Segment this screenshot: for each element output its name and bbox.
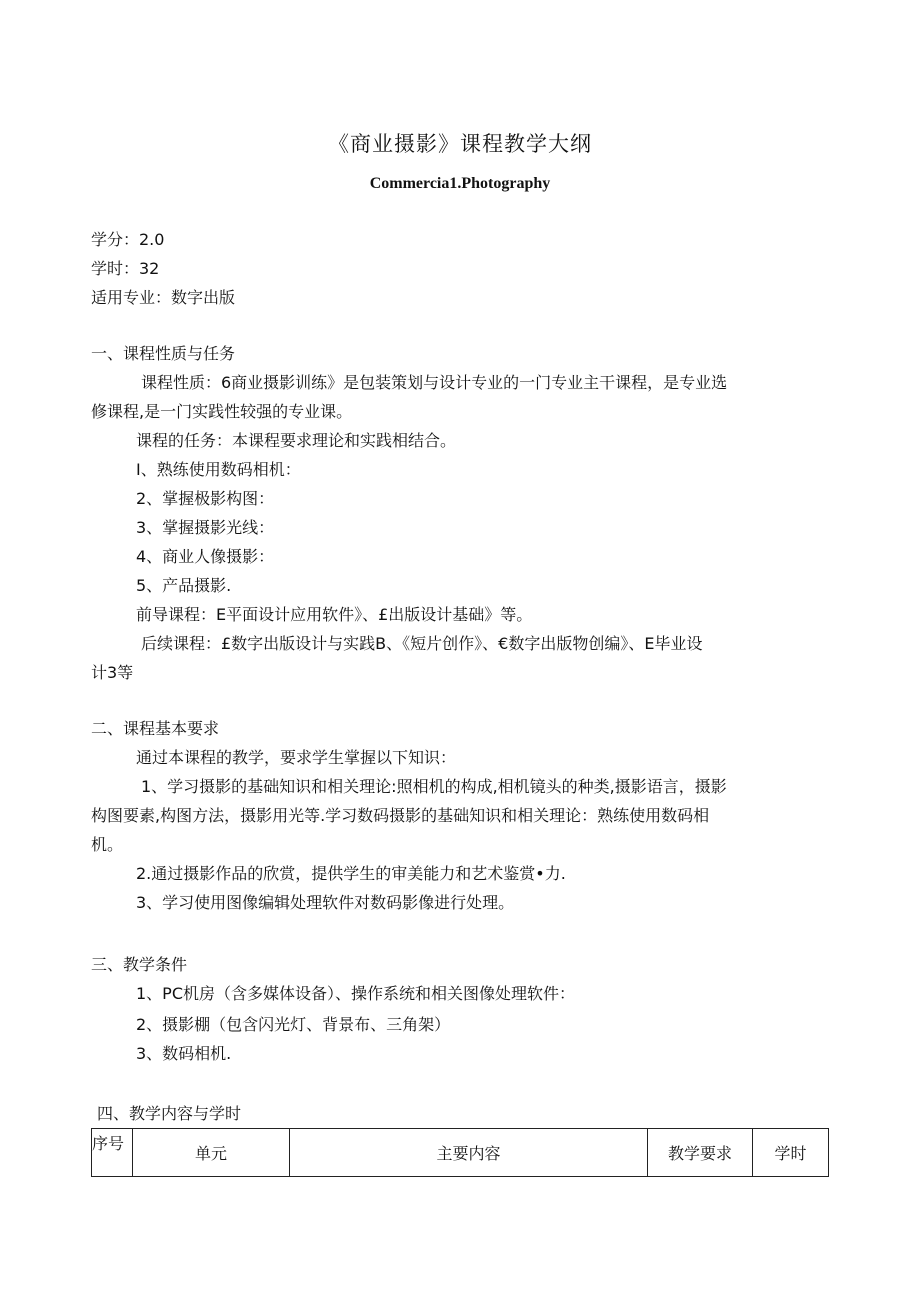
teaching-content-table (91, 1128, 829, 1177)
condition-item-1: 1、PC机房（含多媒体设备）、操作系统和相关图像处理软件： (136, 984, 576, 1003)
task-item-2: 2、掌握极影构图： (136, 489, 275, 508)
page-title: 《商业摄影》课程教学大纲 (328, 132, 592, 156)
header-cell-requirement: 教学要求 (648, 1129, 753, 1177)
task-item-5: 5、产品摄影. (136, 576, 232, 595)
major-info: 适用专业：数字出版 (91, 288, 236, 307)
section3-heading: 三、教学条件 (91, 955, 188, 974)
follow-up-courses-line2: 计3等 (91, 663, 134, 682)
section2-heading: 二、课程基本要求 (91, 719, 220, 738)
condition-item-3: 3、数码相机. (136, 1044, 232, 1063)
task-item-1: I、熟练使用数码相机： (136, 460, 301, 479)
header-cell-unit: 单元 (133, 1129, 290, 1177)
section4-heading: 四、教学内容与学时 (97, 1104, 242, 1123)
table-header-row (92, 1129, 829, 1177)
header-cell-hours: 学时 (753, 1129, 829, 1177)
course-nature-line2: 修课程,是一门实践性较强的专业课。 (91, 402, 353, 421)
requirement-1-line2: 构图要素,构图方法，摄影用光等.学习数码摄影的基础知识和相关理论：熟练使用数码相 (91, 806, 710, 825)
section1-heading: 一、课程性质与任务 (91, 344, 236, 363)
credit-info: 学分：2.0 (91, 230, 165, 249)
task-item-3: 3、掌握摄影光线： (136, 518, 275, 537)
header-cell-content: 主要内容 (290, 1129, 648, 1177)
course-task: 课程的任务：本课程要求理论和实践相结合。 (136, 431, 457, 450)
prerequisite-courses: 前导课程：E平面设计应用软件》、£出版设计基础》等。 (136, 605, 533, 624)
task-item-4: 4、商业人像摄影： (136, 547, 275, 566)
hours-info: 学时：32 (91, 259, 160, 278)
requirement-2: 2.通过摄影作品的欣赏，提供学生的审美能力和艺术鉴赏•力. (136, 864, 566, 883)
page-subtitle: Commercia1.Photography (369, 175, 551, 192)
requirements-intro: 通过本课程的教学，要求学生掌握以下知识： (136, 748, 457, 767)
header-cell-index: 序号 (92, 1129, 133, 1177)
follow-up-courses-line1: 后续课程：£数字出版设计与实践B、《短片创作》、€数字出版物创编》、E毕业设 (141, 634, 703, 653)
requirement-1-line1: 1、学习摄影的基础知识和相关理论:照相机的构成,相机镜头的种类,摄影语言，摄影 (141, 777, 727, 796)
requirement-1-line3: 机。 (91, 835, 124, 854)
requirement-3: 3、学习使用图像编辑处理软件对数码影像进行处理。 (136, 893, 515, 912)
condition-item-2: 2、摄影棚（包含闪光灯、背景布、三角架） (136, 1015, 451, 1034)
course-nature-line1: 课程性质：6商业摄影训练》是包装策划与设计专业的一门专业主干课程，是专业选 (141, 373, 728, 392)
